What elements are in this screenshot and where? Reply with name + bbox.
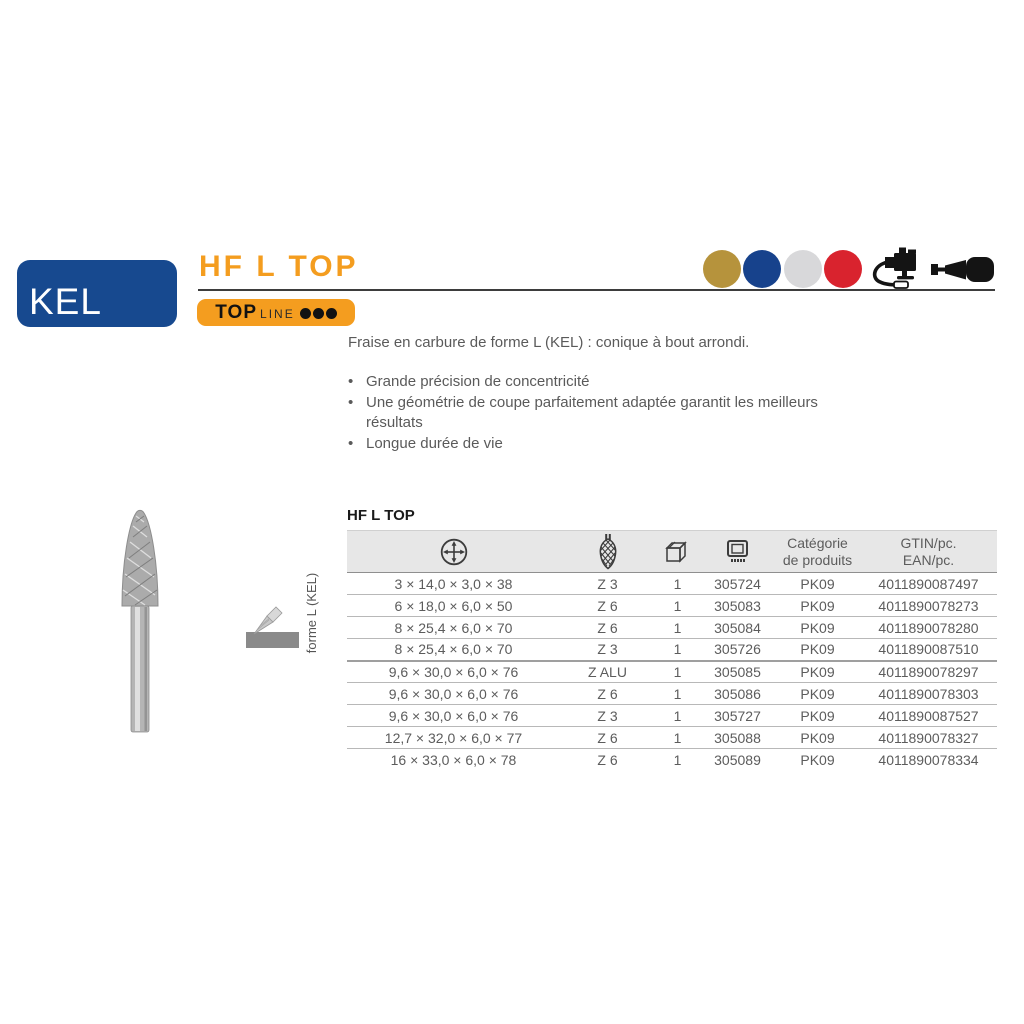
category-cell: PK09 bbox=[775, 595, 860, 617]
dimensions-cell: 8 × 25,4 × 6,0 × 70 bbox=[347, 639, 560, 661]
article-number-cell: 305727 bbox=[700, 705, 775, 727]
pack-qty-cell: 1 bbox=[655, 683, 700, 705]
product-description: Fraise en carbure de forme L (KEL) : conique à bout arrondi. bbox=[348, 334, 750, 351]
pack-qty-cell: 1 bbox=[655, 661, 700, 683]
table-header-row bbox=[347, 531, 997, 573]
article-number-cell: 305724 bbox=[714, 575, 761, 592]
dimensions-cell: 9,6 × 30,0 × 6,0 × 76 bbox=[347, 661, 560, 683]
pack-qty-cell: 1 bbox=[655, 705, 700, 727]
table-row bbox=[347, 749, 997, 771]
table-row bbox=[347, 617, 997, 639]
gtin-cell: 4011890078280 bbox=[860, 617, 997, 639]
shape-caption: forme L (KEL) bbox=[304, 572, 319, 654]
bullet-marker: • bbox=[348, 435, 354, 452]
toothing-cell: Z 3 bbox=[597, 575, 618, 592]
list-item bbox=[348, 393, 858, 433]
feature-text: Longue durée de vie bbox=[366, 435, 503, 452]
table-row bbox=[347, 595, 997, 617]
package-icon bbox=[655, 531, 700, 573]
list-item bbox=[348, 434, 858, 454]
color-dot-gold bbox=[703, 250, 741, 288]
dimensions-cell: 6 × 18,0 × 6,0 × 50 bbox=[347, 595, 560, 617]
toothing-cell: Z 6 bbox=[560, 617, 655, 639]
toothing-cell: Z 6 bbox=[560, 595, 655, 617]
topline-dots bbox=[300, 308, 337, 319]
pack-qty-cell: 1 bbox=[655, 727, 700, 749]
table-row bbox=[347, 727, 997, 749]
article-number-cell: 305084 bbox=[700, 617, 775, 639]
toothing-cell: Z 3 bbox=[560, 639, 655, 661]
gtin-cell: 4011890087527 bbox=[860, 705, 997, 727]
dimensions-cell: 16 × 33,0 × 6,0 × 78 bbox=[347, 749, 560, 771]
category-column-header: Catégorie de produits bbox=[775, 531, 860, 573]
color-dot-silver bbox=[784, 250, 822, 288]
article-number-cell: 305726 bbox=[700, 639, 775, 661]
flexible-shaft-machine-icon bbox=[868, 246, 928, 295]
pack-qty-cell: 1 bbox=[673, 575, 682, 592]
page-title: HF L TOP bbox=[199, 250, 359, 283]
dimensions-cell: 9,6 × 30,0 × 6,0 × 76 bbox=[347, 683, 560, 705]
article-number-cell: 305085 bbox=[700, 661, 775, 683]
shape-schematic-image bbox=[243, 596, 305, 659]
toothing-cell: Z 3 bbox=[560, 705, 655, 727]
gtin-cell: 4011890078297 bbox=[860, 661, 997, 683]
color-dot-red bbox=[824, 250, 862, 288]
topline-badge bbox=[197, 299, 355, 326]
article-number-cell: 305083 bbox=[700, 595, 775, 617]
straight-grinder-icon bbox=[930, 255, 996, 290]
feature-list bbox=[348, 372, 858, 455]
color-dot-blue bbox=[743, 250, 781, 288]
category-cell: PK09 bbox=[775, 617, 860, 639]
article-number-icon bbox=[700, 531, 775, 573]
category-cell: PK09 bbox=[775, 639, 860, 661]
dimensions-cell: 8 × 25,4 × 6,0 × 70 bbox=[347, 617, 560, 639]
article-number-cell: 305086 bbox=[700, 683, 775, 705]
category-cell: PK09 bbox=[775, 727, 860, 749]
burr-product-image bbox=[110, 504, 170, 741]
dimensions-cell: 3 × 14,0 × 3,0 × 38 bbox=[394, 575, 513, 592]
category-cell: PK09 bbox=[775, 749, 860, 771]
gtin-cell: 4011890078327 bbox=[860, 727, 997, 749]
table-row bbox=[347, 573, 997, 595]
list-item bbox=[348, 372, 858, 392]
toothing-cell: Z 6 bbox=[560, 727, 655, 749]
dimensions-cell: 12,7 × 32,0 × 6,0 × 77 bbox=[347, 727, 560, 749]
table-row bbox=[347, 661, 997, 683]
table-row bbox=[347, 683, 997, 705]
pack-qty-cell: 1 bbox=[655, 749, 700, 771]
topline-line-label: LINE bbox=[260, 307, 295, 321]
article-number-cell: 305089 bbox=[700, 749, 775, 771]
topline-top-label: TOP bbox=[215, 302, 258, 323]
toothing-cell: Z 6 bbox=[560, 749, 655, 771]
toothing-icon bbox=[560, 531, 655, 573]
kel-brand-badge bbox=[17, 260, 177, 327]
pack-qty-cell: 1 bbox=[655, 639, 700, 661]
table-row bbox=[347, 705, 997, 727]
gtin-cell: 4011890087510 bbox=[860, 639, 997, 661]
article-number-cell: 305088 bbox=[700, 727, 775, 749]
category-cell: PK09 bbox=[800, 575, 835, 592]
gtin-column-header: GTIN/pc. EAN/pc. bbox=[860, 531, 997, 573]
pack-qty-cell: 1 bbox=[655, 617, 700, 639]
bullet-marker: • bbox=[348, 373, 354, 390]
feature-text: Grande précision de concentricité bbox=[366, 373, 590, 390]
table-row bbox=[347, 639, 997, 661]
category-cell: PK09 bbox=[775, 683, 860, 705]
dimensions-icon bbox=[347, 531, 560, 573]
toothing-cell: Z ALU bbox=[560, 661, 655, 683]
gtin-cell: 4011890078334 bbox=[860, 749, 997, 771]
category-cell: PK09 bbox=[775, 661, 860, 683]
pack-qty-cell: 1 bbox=[655, 595, 700, 617]
kel-brand-label: KEL bbox=[29, 281, 102, 322]
dimensions-cell: 9,6 × 30,0 × 6,0 × 76 bbox=[347, 705, 560, 727]
gtin-cell: 4011890078303 bbox=[860, 683, 997, 705]
feature-text: Une géométrie de coupe parfaitement adaptée garantit les meilleurs résultats bbox=[366, 394, 818, 431]
toothing-cell: Z 6 bbox=[560, 683, 655, 705]
bullet-marker: • bbox=[348, 394, 354, 411]
gtin-cell: 4011890087497 bbox=[878, 575, 979, 592]
product-spec-table bbox=[347, 530, 997, 771]
category-cell: PK09 bbox=[775, 705, 860, 727]
gtin-cell: 4011890078273 bbox=[860, 595, 997, 617]
table-caption: HF L TOP bbox=[347, 507, 415, 524]
